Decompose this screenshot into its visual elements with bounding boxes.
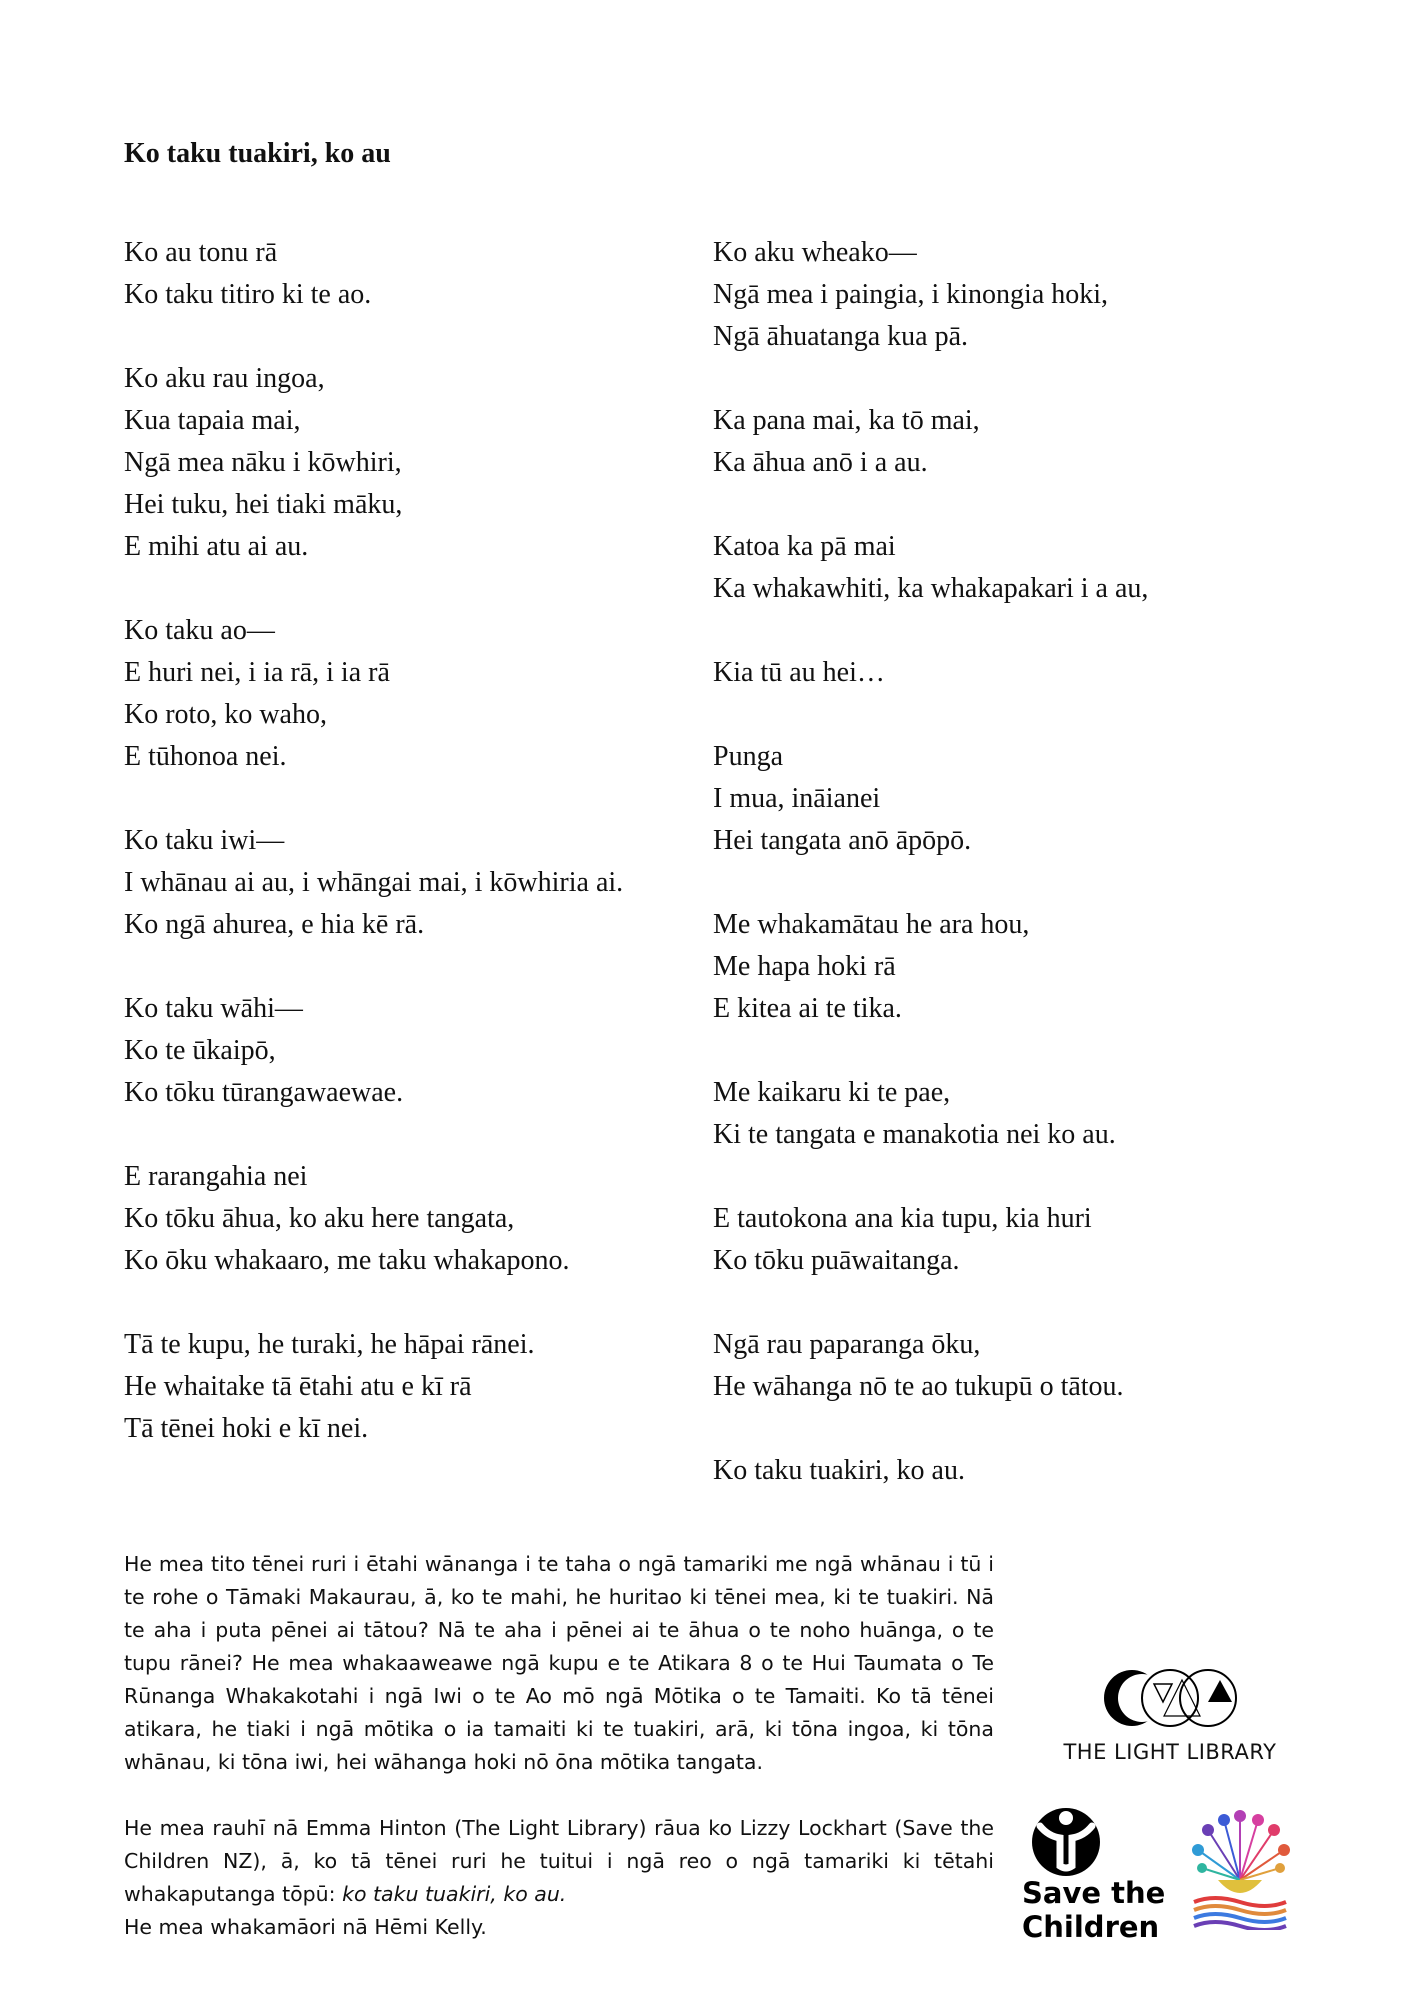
poem-line: Ko ngā ahurea, e hia kē rā. <box>124 909 425 940</box>
poem-stanza <box>713 1324 1313 1408</box>
poem-title: Ko taku tuakiri, ko au <box>124 138 391 169</box>
poem-line: Ngā āhuatanga kua pā. <box>713 321 968 352</box>
poem-line: Ko ōku whakaaro, me taku whakapono. <box>124 1245 570 1276</box>
poem-line: E mihi atu ai au. <box>124 531 309 562</box>
poem-line: He wāhanga nō te ao tukupū o tātou. <box>713 1371 1124 1402</box>
poem-line: Me whakamātau he ara hou, <box>713 909 1030 940</box>
poem-stanza <box>124 1156 684 1282</box>
poem-line: Tā te kupu, he turaki, he hāpai rānei. <box>124 1329 535 1360</box>
poem-line: Ko au tonu rā <box>124 237 278 268</box>
poem-line: Tā tēnei hoki e kī nei. <box>124 1413 369 1444</box>
poem-line: Ko aku wheako— <box>713 237 917 268</box>
poem-stanza <box>713 1072 1313 1156</box>
poem-line: Hei tuku, hei tiaki māku, <box>124 489 403 520</box>
poem-line: Hei tangata anō āpōpō. <box>713 825 972 856</box>
poem-line: Ko taku ao— <box>124 615 275 646</box>
light-library-logo-text: THE LIGHT LIBRARY <box>1063 1740 1277 1764</box>
poem-line: I mua, ināianei <box>713 783 881 814</box>
poem-stanza <box>713 1450 1313 1492</box>
poem-line: E tūhonoa nei. <box>124 741 287 772</box>
poem-line: Ko tōku tūrangawaewae. <box>124 1077 404 1108</box>
poem-stanza <box>713 526 1313 610</box>
footer-credits: He mea rauhī nā Emma Hinton (The Light Library) rāua ko Lizzy Lockhart (Save the Children NZ), ā, ko tā tēnei ruri he tuitui i ngā reo o ngā tamariki ki tētahi whakaputanga tōpū: <box>124 1816 994 1906</box>
poem-line: Kua tapaia mai, <box>124 405 301 436</box>
poem-stanza <box>713 652 1313 694</box>
poem-line: Ko taku tuakiri, ko au. <box>713 1455 965 1486</box>
poem-line: Punga <box>713 741 783 772</box>
poem-line: I whānau ai au, i whāngai mai, i kōwhiria ai. <box>124 867 624 898</box>
poem-stanza <box>713 1198 1313 1282</box>
footer-paragraph-2 <box>124 1812 994 1944</box>
poem-stanza <box>124 358 684 568</box>
poem-stanza <box>713 400 1313 484</box>
poem-line: Ko tōku puāwaitanga. <box>713 1245 960 1276</box>
poem-line: Ka pana mai, ka tō mai, <box>713 405 980 436</box>
poem-line: Ngā mea i paingia, i kinongia hoki, <box>713 279 1109 310</box>
poem-stanza <box>713 736 1313 862</box>
poem-line: Ki te tangata e manakotia nei ko au. <box>713 1119 1116 1150</box>
poem-line: Katoa ka pā mai <box>713 531 896 562</box>
poem-line: Ko taku iwi— <box>124 825 285 856</box>
footer-paragraph-1: He mea tito tēnei ruri i ētahi wānanga i te taha o ngā tamariki me ngā whānau i tū i te rohe o Tāmaki Makaurau, ā, ko te mahi, he huritao ki tēnei mea, ki te tuakiri. Nā te aha i puta pēnei ai tātou? Nā te aha i pēnei ai te āhua o te noho huānga, o te tupu rānei? He mea whakaaweawe ngā kupu e te Atikara 8 o te Hui Taumata o Te Rūnanga Whakakotahi i ngā Iwi o te Ao mō ngā Mōtika o te Tamaiti. Ko tā tēnei atikara, he tiaki i ngā mōtika o ia tamaiti ki te tuakiri, arā, ki tōna ingoa, ki tōna whānau, ki tōna iwi, hei wāhanga hoki nō ōna mōtika tangata. <box>124 1552 994 1774</box>
poem-line: Kia tū au hei… <box>713 657 885 688</box>
poem-stanza <box>713 232 1313 358</box>
poem-line: E kitea ai te tika. <box>713 993 902 1024</box>
poem-line: Me hapa hoki rā <box>713 951 896 982</box>
poem-line: Ngā rau paparanga ōku, <box>713 1329 981 1360</box>
poem-stanza <box>124 232 684 316</box>
poem-stanza <box>124 1324 684 1450</box>
poem-stanza <box>124 988 684 1114</box>
poem-line: E rarangahia nei <box>124 1161 308 1192</box>
save-the-children-logo-text <box>1022 1876 1165 1944</box>
poem-line: Ko taku titiro ki te ao. <box>124 279 372 310</box>
footer-notes <box>124 1548 994 1944</box>
poem-line: Ko tōku āhua, ko aku here tangata, <box>124 1203 515 1234</box>
poem-right-column <box>713 232 1313 1492</box>
stc-line-1: Save the <box>1022 1876 1166 1910</box>
poem-stanza <box>124 610 684 778</box>
poem-line: E tautokona ana kia tupu, kia huri <box>713 1203 1092 1234</box>
footer-credits-italic: ko taku tuakiri, ko au. <box>342 1882 567 1906</box>
stc-line-2: Children <box>1022 1910 1160 1944</box>
poem-stanza <box>124 820 684 946</box>
poem-line: Ko taku wāhi— <box>124 993 303 1024</box>
poem-line: E huri nei, i ia rā, i ia rā <box>124 657 390 688</box>
poem-line: Ko roto, ko waho, <box>124 699 327 730</box>
poem-stanza <box>713 904 1313 1030</box>
poem-line: Ka āhua anō i a au. <box>713 447 928 478</box>
poem-line: Me kaikaru ki te pae, <box>713 1077 951 1108</box>
poem-line: Ka whakawhiti, ka whakapakari i a au, <box>713 573 1149 604</box>
rainbow-tree-logo-icon <box>1188 1810 1292 1930</box>
poem-line: Ko aku rau ingoa, <box>124 363 325 394</box>
poem-line: He whaitake tā ētahi atu e kī rā <box>124 1371 472 1402</box>
poem-line: Ngā mea nāku i kōwhiri, <box>124 447 402 478</box>
footer-translator: He mea whakamāori nā Hēmi Kelly. <box>124 1915 487 1939</box>
poem-line: Ko te ūkaipō, <box>124 1035 276 1066</box>
poem-left-column <box>124 232 684 1450</box>
